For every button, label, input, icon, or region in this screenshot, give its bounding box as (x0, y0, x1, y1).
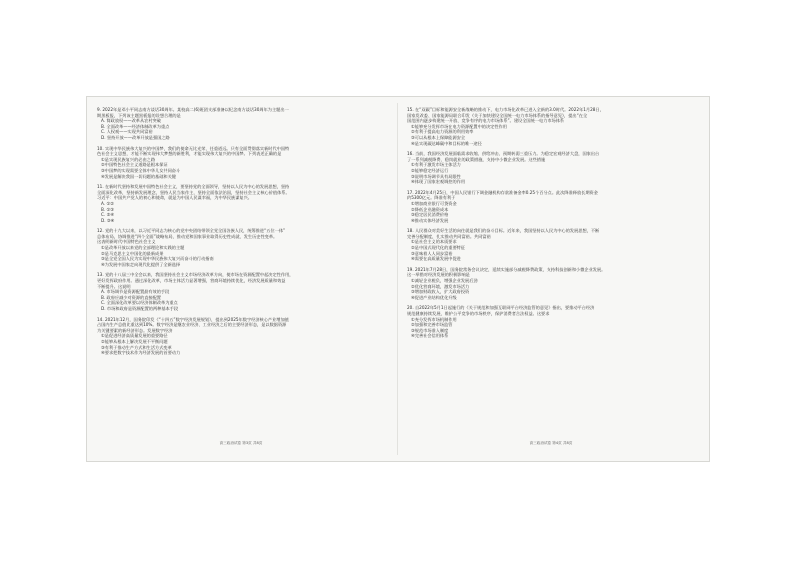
scanned-exam-spread (86, 96, 710, 462)
question-text-line: 色社会主义思想，才能不断实现伟大梦想的新胜利，才能实现伟大复兴的中国梦。下列表述正确的是 (97, 151, 282, 157)
exam-page-right (407, 107, 695, 447)
answer-option: ④体现了国家宏观调控的作用 (411, 179, 466, 185)
answer-option: ④为发展中国家走向现代化提供了全新选择 (101, 261, 181, 267)
answer-option: ①是改革开放以来党的全部理论和实践的主题 (101, 245, 185, 251)
question-text-line: 这表明新时代中国特色社会主义 (97, 239, 156, 245)
answer-option: ②降低企业融资成本 (411, 206, 449, 212)
question-block (97, 146, 385, 180)
answer-option: ④促进产业结构优化升级 (411, 294, 457, 300)
answer-option: ②能够从根本上解决发展不平衡问题 (101, 338, 168, 344)
question-text-line: 完善分配制度，扎实推动共同富裕。共同富裕 (407, 233, 491, 239)
answer-option: B. 政府应减少对资源的直接配置 (101, 294, 161, 300)
question-text-line: 更好发挥政府作用。通过深化改革，市场主体活力显著增强，营商环境持续优化，经济发展质量和效益 (97, 278, 286, 284)
answer-option: D. 市场和政府是资源配置的两种基本手段 (101, 306, 179, 311)
answer-option: ③是全党全国人民为实现中华民族伟大复兴而奋斗的行动指南 (101, 256, 214, 262)
answer-option: ④需要在高质量发展中促进 (411, 256, 461, 262)
question-text-line: 约5300亿元。降准有利于 (407, 195, 456, 201)
question-text-line: 19. 2021年7月28日，国务院常务会议决定，延续实施部分减税降费政策，支持科技创新和小微企业发展。 (407, 266, 606, 272)
question-text-line: 15. 在“双碳”目标和能源安全新战略的推动下，电力市场化改革已进入全新的3.0时代。2022年1月28日， (407, 107, 604, 112)
answer-option: ④是实现碳达峰碳中和目标的唯一途径 (411, 140, 482, 146)
question-text-line: 14. 2021年12月，国务院印发《“十四五”数字经济发展规划》，提出到2025年数字经济核心产业增加值 (97, 316, 289, 322)
question-text-line: 11. 在新时代坚持和发展中国特色社会主义，要坚持党的全面领导，坚持以人民为中心的发展思想，坚持 (97, 184, 290, 190)
answer-option: ①增加商业银行可贷资金 (411, 200, 457, 206)
answer-option: ④发展是解决我国一切问题的基础和关键 (101, 173, 176, 179)
question-text-line: 规范健康持续发展，维护公平竞争的市场秩序，保护消费者合法权益。这要求 (407, 311, 550, 316)
question-text-line: 这一举措对经济发展的积极影响是 (407, 272, 470, 278)
question-text-line: 12. 党的十九大以来，以习近平同志为核心的党中央团结带领全党全国各族人民，统筹推进“五位一体” (97, 228, 286, 234)
answer-option: A. 市场调节是资源配置最有效的手段 (101, 289, 170, 295)
answer-option: ①充分发挥市场机制作用 (411, 316, 457, 322)
answer-option: C. 全面深化改革要以经济体制改革为重点 (101, 300, 178, 306)
question-block (407, 267, 695, 301)
page-fold-divider (397, 103, 398, 455)
answer-option: ④推动实体经济发展 (411, 217, 449, 223)
answer-option: ②中国特色社会主义道路是根本保证 (101, 162, 168, 168)
answer-option: ①减轻企业税负，增强企业发展后劲 (411, 278, 478, 284)
question-block (97, 184, 385, 223)
answer-option: ②有利于提高电力资源的利用效率 (411, 129, 474, 135)
answer-option: ①是社会主义的本质要求 (411, 239, 457, 245)
answer-option: ③稳定居民消费价格 (411, 212, 449, 218)
answer-option: D. 坚持开放——改革开放是强国之路 (101, 134, 170, 140)
question-block (407, 190, 695, 224)
answer-option: ③增加财政收入，扩大政府投资 (411, 289, 470, 295)
question-text-line: 习近平：中国共产党人的初心和使命，就是为中国人民谋幸福，为中华民族谋复兴。 (97, 195, 252, 201)
question-text-line: 不断提升。这说明 (97, 283, 131, 289)
answer-option: ③可以从根本上保障能源安全 (411, 134, 466, 140)
question-text-line: 国范围内逐步构建统一开放、竞争有序的电力市场体系”。建设全国统一电力市场体系 (407, 118, 565, 124)
question-text-line: 17. 2022年4月25日，中国人民银行下调金融机构存款准备金率0.25个百分点。此次降准释放长期资金 (407, 189, 598, 195)
answer-option: ③意味着人人同步富裕 (411, 250, 453, 256)
answer-option: ②优化营商环境，激发市场活力 (411, 283, 470, 289)
answer-option: ②能够稳定经济运行 (411, 167, 449, 173)
question-text-line: 16. 当前，我国经济发展面临需求收缩、供给冲击、预期转弱三重压力。为稳定宏观经济大盘，国家出台 (407, 151, 600, 157)
answer-option: ③中国梦的实现需要全体中华儿女共同奋斗 (101, 167, 181, 173)
answer-option: ②加强和完善市场监管 (411, 322, 453, 328)
answer-option: ③说明市场调节具有局限性 (411, 173, 461, 179)
answer-option: ④要求把数字技术作为经济发展的首要动力 (101, 350, 181, 356)
answer-option: ②是马克思主义中国化的最新成果 (101, 250, 164, 256)
question-block (97, 107, 385, 141)
question-text-line: 20. 自2022年5月1日起施行的《关于规范和加强互联网平台经济监管的意见》指出，要推动平台经济 (407, 305, 595, 311)
question-text-line: 13. 党的十八届三中全会以来，我国坚持社会主义市场经济改革方向，使市场在资源配置中起决定性作用， (97, 272, 294, 278)
answer-option: C. ②④ (101, 212, 115, 218)
question-block (407, 228, 695, 262)
exam-page-left (97, 107, 385, 447)
answer-option: ①能够充分发挥市场在电力资源配置中的决定性作用 (411, 123, 507, 129)
question-block (407, 305, 695, 339)
question-text-line: 了一系列减税降费、稳岗就业的政策措施，支持中小微企业发展。这些措施 (407, 156, 546, 162)
page-footer-left: 高三政治试卷 第3页 共8页 (219, 441, 263, 445)
question-text-line: 为关键要素的新经济形态。发展数字经济 (97, 327, 173, 333)
answer-option: ③有利于推动生产方式和生活方式变革 (101, 344, 172, 350)
answer-option: ②是中国式现代化的重要特征 (411, 245, 466, 251)
question-text-line: 国家发改委、国家能源局联合印发《关于加快建设全国统一电力市场体系的指导意见》，提出“在全 (407, 112, 588, 118)
answer-option: ④完善社会信用体系 (411, 333, 449, 339)
answer-option: C. 人权观——实现共同富裕 (101, 129, 153, 135)
question-block (407, 107, 695, 146)
answer-option: ③规范市场准入制度 (411, 327, 449, 333)
answer-option: ①有利于激发市场主体活力 (411, 162, 461, 168)
question-block (97, 228, 385, 267)
question-text-line: 9. 2022年是邓小平同志南方谈话30周年。某校高二(6)班团支部准备以纪念南方谈话30周年为主题出一 (97, 107, 289, 112)
question-block (97, 272, 385, 311)
answer-option: D. ③④ (101, 217, 115, 223)
question-text-line: 全面深化改革，坚持新发展理念，坚持人民当家作主，坚持全面依法治国，坚持社会主义核心价值体系。 (97, 189, 290, 195)
question-block (407, 151, 695, 185)
answer-option: A. ①② (101, 200, 114, 206)
answer-option: ①是促进经济高质量发展的重要路径 (101, 333, 168, 339)
page-footer-right: 高三政治试卷 第4页 共8页 (529, 441, 573, 445)
answer-option: B. 全面改革——经济体制改革为重点 (101, 123, 170, 129)
question-text-line: 10. 实现中华民族伟大复兴的中国梦，我们的使命无比光荣、任重道远。只有全面贯彻落实新时代中国特 (97, 145, 290, 151)
question-text-line: 18. 人民群众对美好生活的向往就是我们的奋斗目标。近年来，我国坚持以人民为中心的发展思想，不断 (407, 228, 600, 234)
answer-option: A. 简政放权——改革从农村突破 (101, 118, 161, 124)
answer-option: ①是实现民族复兴的必由之路 (101, 156, 156, 162)
question-text-line: 总体布局，协调推进“四个全面”战略布局，推动党和国家事业取得历史性成就、发生历史性变革。 (97, 233, 278, 239)
question-text-line: 期黑板报，下列该主题黑板报的设想合理的是 (97, 112, 181, 118)
question-text-line: 占国内生产总值比重达到10%。数字经济是继农业经济、工业经济之后的主要经济形态，是以数据资源 (97, 322, 287, 328)
answer-option: B. ①③ (101, 206, 115, 212)
question-block (97, 317, 385, 356)
